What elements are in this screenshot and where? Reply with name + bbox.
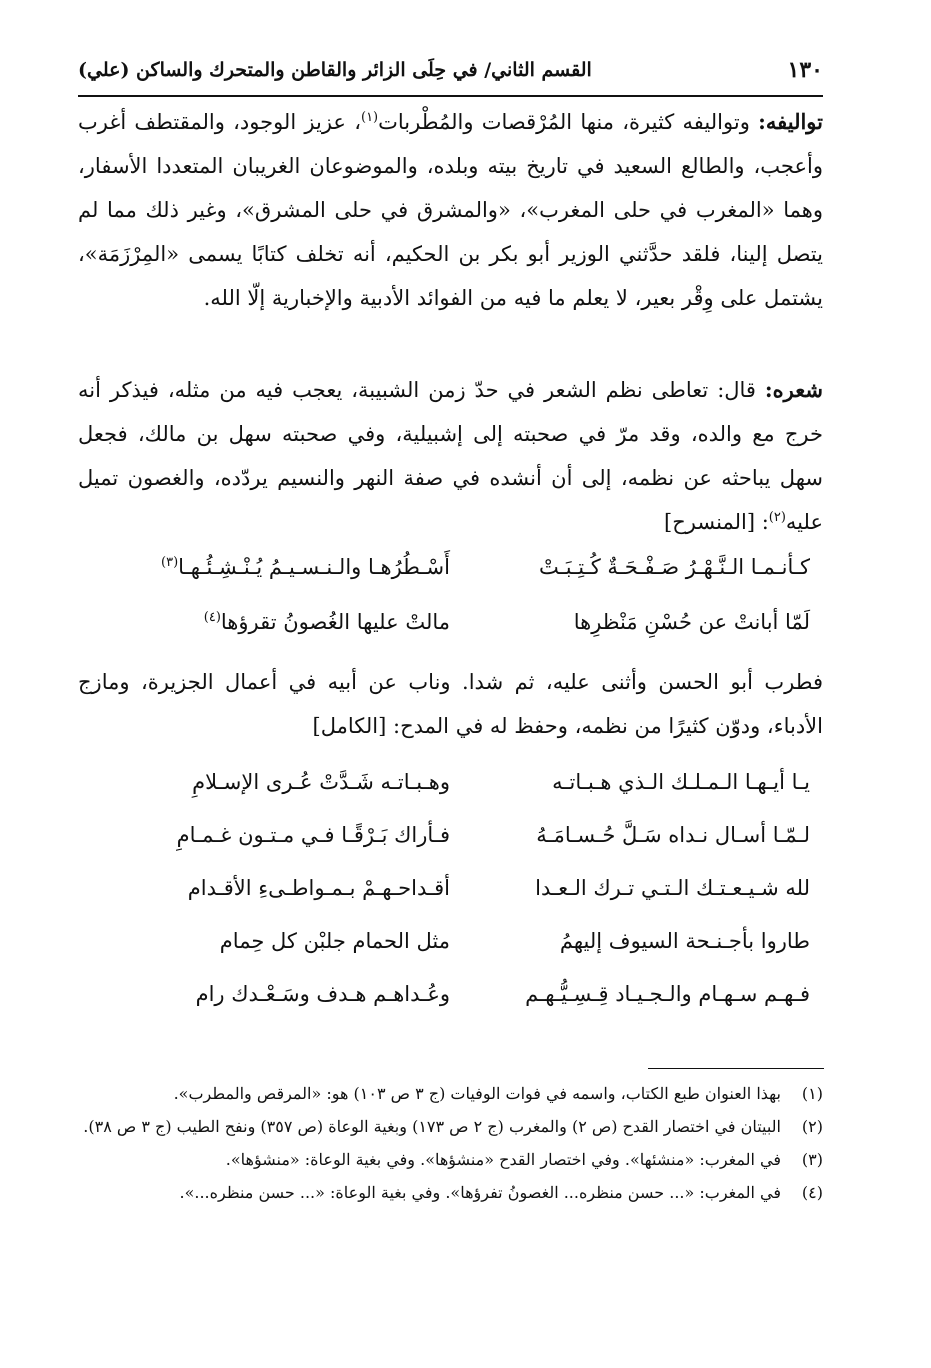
works-text-continued: ، عزيز الوجود، والمقتطف أغرب وأعجب، والطالع السعيد في تاريخ بيته وبلده، والموضوعان الغريبان المتعددا الأسفار، وهما «المغرب في حلى المغرب»، «والمشرق في حلى المشرق»، وغير ذلك مما لم يتصل إلينا، فلقد حدَّثني الوزير أبو بكر بن الحكيم، أنه تخلف كتابًا يسمى «المِرْزَمَة»، يشتمل على وِقْر بعير، لا يعلم ما فيه من الفوائد الأدبية والإخبارية إلّا الله. bbox=[78, 110, 823, 310]
footnote bbox=[78, 1144, 823, 1175]
hemistich-text: أَسْـطُرُهـا والـنـسـيـمُ يُـنْـشِـئُـهـا bbox=[178, 555, 450, 579]
works-text: وتواليفه كثيرة، منها المُرْقصات والمُطْربات bbox=[378, 110, 759, 134]
footnote-text: في المغرب: «منشئها». وفي اختصار القدح «منشؤها». وفي بغية الوعاة: «منشؤها». bbox=[225, 1150, 781, 1169]
verse-second-hemistich: مثل الحمام جلبْن كل حِمام bbox=[219, 929, 450, 953]
works-lead: تواليفه: bbox=[758, 109, 823, 134]
poetry-meter: : [المنسرح] bbox=[664, 510, 769, 534]
verse-second-hemistich bbox=[161, 545, 450, 589]
verse-line bbox=[110, 760, 810, 813]
footnote bbox=[78, 1177, 823, 1208]
verse-second-hemistich: وهـبـاتـه شَـدَّتْ عُـرى الإسـلامِ bbox=[192, 770, 450, 794]
footnote-marker-2[interactable]: (٢) bbox=[768, 510, 786, 525]
verse-line bbox=[110, 813, 810, 866]
verse-first-hemistich: لله شـيـعـتـك الـتـي تـرك الـعـدا bbox=[535, 876, 810, 900]
verse-first-hemistich: فـهـم سـهـام والـجـيـاد قِـسِـيُّـهـم bbox=[525, 982, 810, 1006]
verse-first-hemistich: لَمّا أبانتْ عن حُسْنِ مَنْظرِها bbox=[573, 610, 810, 634]
paragraph-works bbox=[78, 100, 823, 320]
footnote bbox=[78, 1111, 823, 1142]
poem-munsarih bbox=[110, 545, 810, 655]
footnotes bbox=[78, 1078, 823, 1210]
verse-first-hemistich: يـا أيـهـا الـمـلـك الـذي هـبـاتـه bbox=[552, 770, 810, 794]
verse-line bbox=[110, 972, 810, 1025]
poem-kamil bbox=[110, 760, 810, 1025]
footnote-number: (٤) bbox=[801, 1183, 823, 1202]
footnote-divider bbox=[648, 1068, 824, 1069]
poetry-lead: شعره: bbox=[764, 377, 823, 402]
verse-line bbox=[110, 545, 810, 600]
footnote-marker-3[interactable]: (٣) bbox=[161, 555, 179, 570]
verse-second-hemistich bbox=[204, 600, 450, 644]
footnote-number: (١) bbox=[801, 1084, 823, 1103]
running-title: القسم الثاني/ في حِلَى الزائر والقاطن والمتحرك والساكن (علي) bbox=[78, 59, 592, 81]
page-header bbox=[78, 55, 823, 97]
footnote-number: (٣) bbox=[801, 1150, 823, 1169]
footnote-marker-1[interactable]: (١) bbox=[360, 110, 379, 125]
verse-line bbox=[110, 600, 810, 655]
footnote-marker-4[interactable]: (٤) bbox=[203, 610, 221, 625]
footnote-number: (٢) bbox=[801, 1117, 823, 1136]
page-number: ١٣٠ bbox=[787, 57, 823, 83]
verse-second-hemistich: وعُـداهـم هـدف وسَـعْـدك رام bbox=[195, 982, 450, 1006]
footnote-text: في المغرب: «... حسن منظره... الغصونُ تفرؤها». وفي بغية الوعاة: «... حسن منظره...». bbox=[179, 1183, 781, 1202]
verse-first-hemistich: لـمّـا أسـال نـداه سَـلَّ حُـسـامَـهُ bbox=[536, 823, 810, 847]
footnote-text: البيتان في اختصار القدح (ص ٢) والمغرب (ج ٢ ص ١٧٣) وبغية الوعاة (ص ٣٥٧) ونفح الطيب (ج ٣ ص ٣٨). bbox=[83, 1117, 781, 1136]
verse-line bbox=[110, 866, 810, 919]
verse-second-hemistich: أقـداحـهـمْ بـمـواطـىءِ الأقـدام bbox=[187, 876, 450, 900]
paragraph-poetry bbox=[78, 368, 823, 544]
hemistich-text: مالتْ عليها الغُصونُ تقرؤها bbox=[220, 610, 450, 634]
verse-second-hemistich: فـأراك بَـرْقًـا فـي مـتـون غـمـامِ bbox=[176, 823, 450, 847]
verse-line bbox=[110, 919, 810, 972]
verse-first-hemistich: كـأنـمـا الـنَّـهْـرُ صَـفْـحَـةٌ كُـتِـبَـتْ bbox=[538, 555, 810, 579]
paragraph-after-poem: فطرب أبو الحسن وأثنى عليه، ثم شدا. وناب عن أبيه في أعمال الجزيرة، ومازج الأدباء، ودوّن كثيرًا من نظمه، وحفظ له في المدح: [الكامل] bbox=[78, 670, 823, 738]
verse-first-hemistich: طاروا بأجـنـحة السيوف إليهمُ bbox=[559, 929, 810, 953]
footnote bbox=[78, 1078, 823, 1109]
poetry-text: قال: تعاطى نظم الشعر في حدّ زمن الشبيبة، يعجب فيه من مثله، فيذكر أنه خرج مع والده، وقد مرّ في صحبته إلى إشبيلية، وفي صحبته سهل بن مالك، فجعل سهل يباحثه عن نظمه، إلى أن أنشده في صفة النهر والنسيم يردّده، والغصون تميل عليه bbox=[78, 378, 823, 534]
footnote-text: بهذا العنوان طبع الكتاب، واسمه في فوات الوفيات (ج ٣ ص ١٠٣) هو: «المرقص والمطرب». bbox=[173, 1084, 781, 1103]
